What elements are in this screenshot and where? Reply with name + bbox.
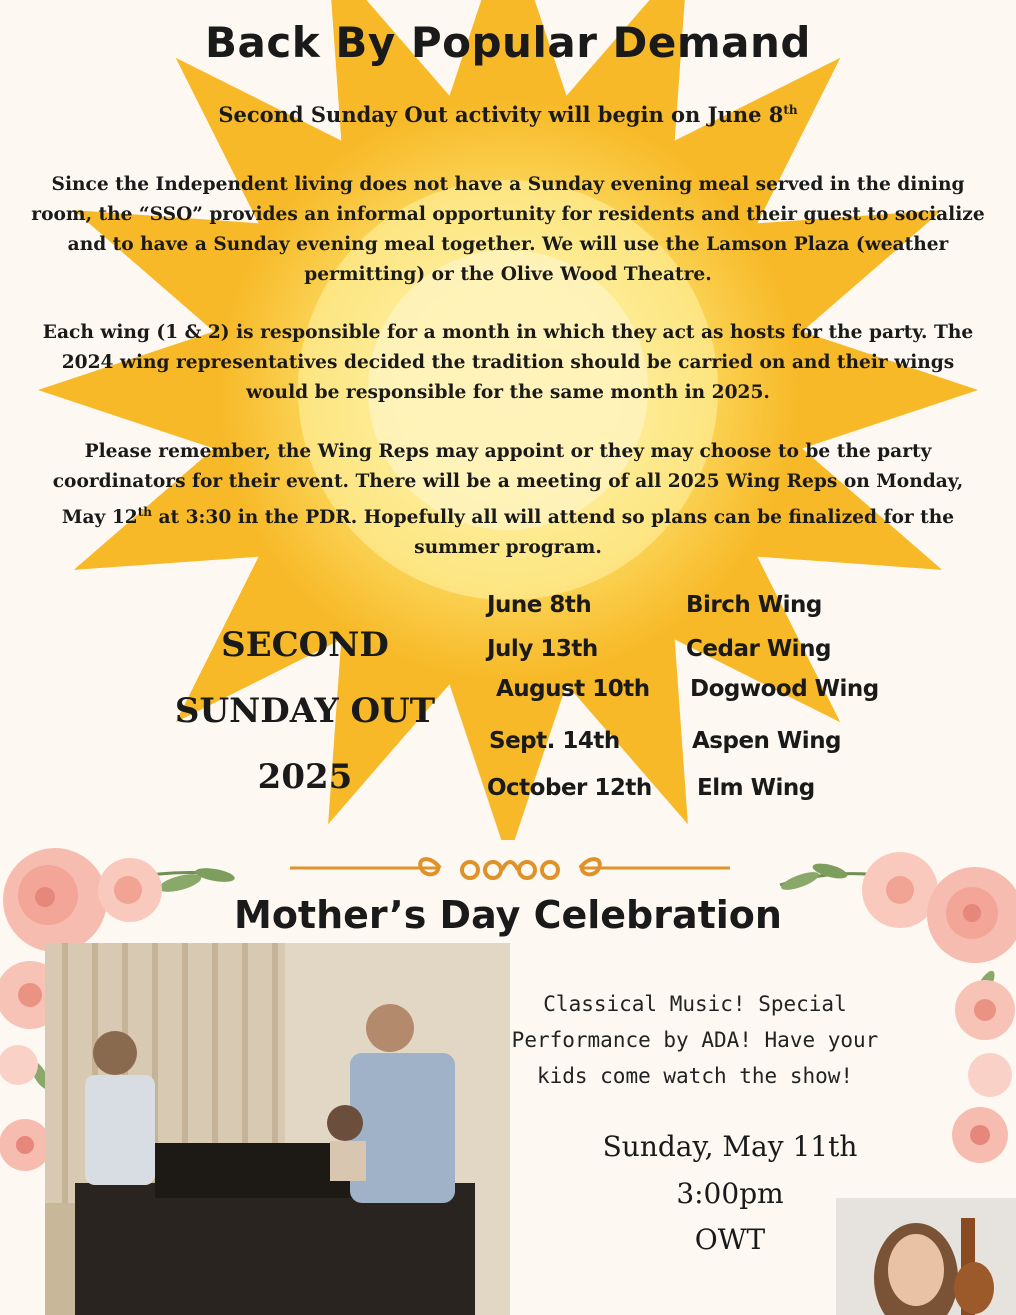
description-line1: Classical Music! Special [543, 992, 847, 1016]
mothers-day-title: Mother’s Day Celebration [234, 893, 782, 937]
subheading-sup: th [783, 103, 798, 117]
intro-paragraph: Since the Independent living does not have a Sunday evening meal served in the dining room, the “SSO” provides an informal opportunity for residents and their guest to socialize and to have a Sunday evening meal together. We will use the Lamson Plaza (weather permitting) or the Olive Wood Theatre. [31, 174, 985, 285]
event-time: 3:00pm [676, 1177, 784, 1210]
sso-title [130, 612, 480, 810]
meeting-sup: th [137, 505, 152, 519]
description-line2: Performance by ADA! Have your [511, 1028, 879, 1052]
mothers-day-description [490, 986, 900, 1094]
schedule-wing: Dogwood Wing [690, 676, 879, 702]
meeting-paragraph [28, 437, 988, 563]
schedule-wing: Cedar Wing [686, 636, 831, 662]
schedule-wing: Birch Wing [686, 592, 822, 618]
meeting-text-1: Please remember, the Wing Reps may appoint or they may choose to be the party coordinators for their event. There will be a meeting of all 2025 Wing Reps on Monday, May 12 [52, 441, 964, 529]
schedule-date: October 12th [487, 775, 652, 801]
schedule-wing: Aspen Wing [692, 728, 842, 754]
headline: Back By Popular Demand [205, 18, 811, 67]
schedule-wing: Elm Wing [697, 775, 815, 801]
meeting-text-2: at 3:30 in the PDR. Hopefully all will attend so plans can be finalized for the summer program. [152, 507, 955, 559]
sso-title-line3: 2025 [257, 757, 353, 797]
performance-photo [45, 943, 510, 1315]
subheading-text: Second Sunday Out activity will begin on June 8 [218, 102, 784, 127]
description-line3: kids come watch the show! [536, 1064, 854, 1088]
subheading [0, 102, 1016, 127]
violinist-photo [836, 1198, 1016, 1315]
sso-title-line1: SECOND [221, 625, 389, 665]
event-location: OWT [694, 1223, 766, 1256]
event-date: Sunday, May 11th [602, 1130, 858, 1163]
schedule-date: June 8th [487, 592, 592, 618]
sso-title-line2: SUNDAY OUT [174, 691, 436, 731]
wing-paragraph: Each wing (1 & 2) is responsible for a month in which they act as hosts for the party. The 2024 wing representatives decided the tradition should be carried on and their wings would be responsible for the same month in 2025. [42, 322, 974, 403]
schedule-date: Sept. 14th [489, 728, 620, 754]
schedule-date: July 13th [487, 636, 598, 662]
schedule-date: August 10th [496, 676, 650, 702]
